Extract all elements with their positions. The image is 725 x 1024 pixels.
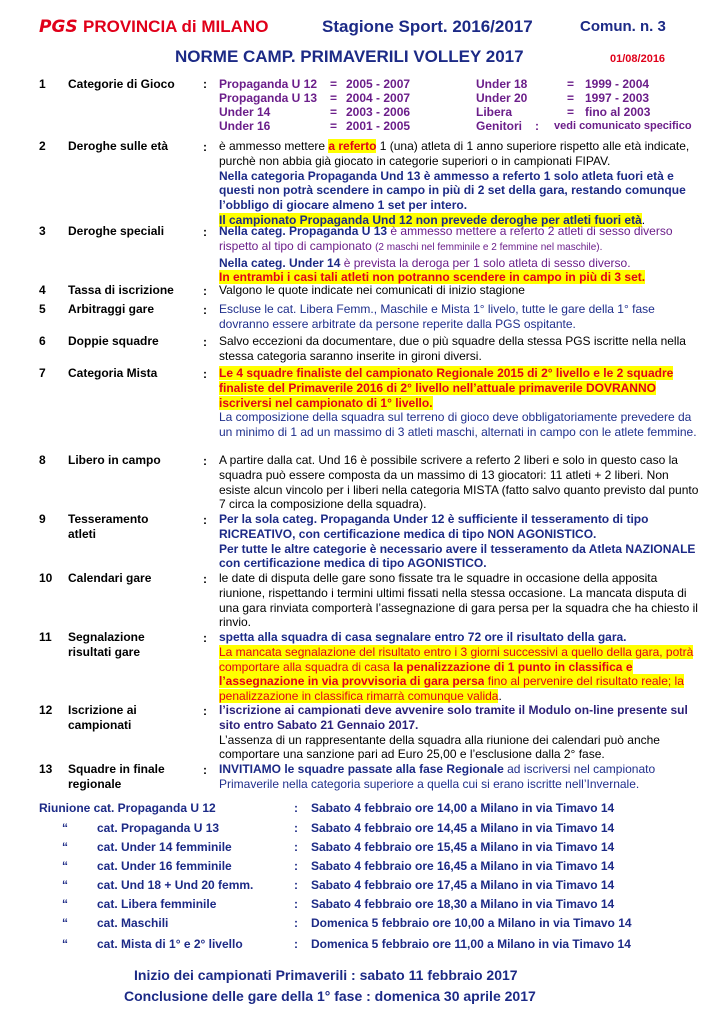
ditto-mark: “: [62, 859, 68, 873]
text-segment: è ammesso mettere: [219, 139, 329, 153]
ditto-mark: “: [62, 897, 68, 911]
text-segment: ad iscriversi nel campionato Primaverile nella categoria superiore a quella cui si erano iscritte nell’Invernale.: [219, 762, 656, 791]
category-years: 2004 - 2007: [346, 91, 411, 105]
document-date: 01/08/2016: [610, 53, 666, 65]
category-sep: =: [567, 91, 575, 105]
season-title: Stagione Sport. 2016/2017: [322, 17, 533, 36]
section-label: Tesseramento: [68, 512, 149, 526]
section-text: [219, 512, 699, 571]
section-number: 6: [39, 334, 46, 348]
text-paragraph: Nella categoria Propaganda Und 13 è ammesso a referto 1 solo atleta fuori età e questi non potrà scendere in campo in più di 2 set della gara, restando comunque l’obbligo di giocare almeno 1 set per intero.: [219, 168, 686, 213]
colon: :: [294, 801, 298, 815]
section-text: [219, 762, 699, 792]
text-paragraph: spetta alla squadra di casa segnalare entro 72 ore il risultato della gara.: [219, 630, 627, 644]
category-sep: =: [330, 77, 338, 91]
category-sep: =: [330, 91, 338, 105]
colon: :: [294, 897, 298, 911]
ditto-mark: “: [62, 916, 68, 930]
section-number: 2: [39, 139, 46, 153]
text-paragraph: Per tutte le altre categorie è necessario avere il tesseramento da Atleta NAZIONALE con certificazione medica di tipo AGONISTICO.: [219, 541, 696, 571]
section-text: Escluse le cat. Libera Femm., Maschile e Mista 1° livelo, tutte le gare della 1° fase dovranno essere arbitrate da persone reperite dalla PGS ospitante.: [219, 302, 655, 331]
text-paragraph: l’iscrizione ai campionati deve avvenire solo tramite il Modulo on-line presente sul sito entro Sabato 21 Gennaio 2017.: [219, 703, 688, 732]
colon: :: [203, 513, 207, 527]
text-highlight: Le 4 squadre finaliste del campionato Regionale 2015 di 2° livello e le 2 squadre finaliste del Primaverile 2016 di 2° livello nell’attuale primaverile DOVRANNO iscriversi nel campionato di 1° livello.: [219, 366, 674, 410]
category-name: Libera: [476, 105, 513, 119]
section-number: 12: [39, 703, 53, 717]
category-years: 2005 - 2007: [346, 77, 411, 91]
category-name: Under 18: [476, 77, 528, 91]
meeting-category: cat. Und 18 + Und 20 femm.: [97, 878, 254, 892]
colon: :: [203, 454, 207, 468]
colon: :: [294, 821, 298, 835]
section-text: [219, 224, 699, 285]
meeting-info: Sabato 4 febbraio ore 14,45 a Milano in via Timavo 14: [311, 821, 615, 835]
text-segment: è ammesso mettere a referto 2 atleti di sesso diverso rispetto al tipo di campionato: [219, 224, 673, 253]
text-segment: 1 (una) atleta di 1 anno superiore rispetto alle età indicate, purchè non abbia già giocato in categorie superiori o in campionati FIPAV.: [219, 139, 690, 168]
text-segment: .: [641, 212, 646, 227]
category-sep: =: [330, 119, 338, 133]
meeting-info: Domenica 5 febbraio ore 11,00 a Milano in via Timavo 14: [311, 937, 631, 951]
text-highlight: La mancata segnalazione del risultato entro i 3 giorni successivi a quello della gara, potrà comportare alla squadra di casa: [219, 644, 694, 674]
text-segment: INVITIAMO le squadre passate alla fase Regionale: [219, 762, 504, 776]
section-label: Tassa di iscrizione: [68, 283, 174, 297]
category-name: Genitori: [476, 119, 523, 133]
section-label: Calendari gare: [68, 571, 152, 585]
section-text: [219, 139, 699, 228]
meeting-category: cat. Under 14 femminile: [97, 840, 232, 854]
section-label: Categorie di Gioco: [68, 77, 175, 91]
colon: :: [203, 704, 207, 718]
section-number: 13: [39, 762, 53, 776]
comunicato-number: Comun. n. 3: [580, 18, 666, 35]
colon: :: [294, 937, 298, 951]
colon: :: [203, 225, 207, 239]
section-label: Deroghe sulle età: [68, 139, 169, 153]
text-segment: è prevista la deroga per 1 solo atleta di sesso diverso.: [340, 255, 631, 270]
category-name: Under 14: [219, 105, 271, 119]
category-years: 2003 - 2006: [346, 105, 411, 119]
meeting-category: cat. Mista di 1° e 2° livello: [97, 937, 243, 951]
ditto-mark: “: [62, 937, 68, 951]
colon: :: [294, 859, 298, 873]
text-segment: (2 maschi nel femminile e 2 femmine nel maschile).: [375, 241, 603, 253]
ditto-mark: “: [62, 821, 68, 835]
category-sep: =: [567, 105, 575, 119]
section-number: 4: [39, 283, 46, 297]
section-text: [219, 630, 699, 704]
meeting-info: Sabato 4 febbraio ore 18,30 a Milano in via Timavo 14: [311, 897, 615, 911]
text-paragraph: Per la sola categ. Propaganda Under 12 è sufficiente il tesseramento di tipo RICREATIVO, con certificazione medica di tipo NON AGONISTICO.: [219, 512, 649, 541]
document-title: NORME CAMP. PRIMAVERILI VOLLEY 2017: [175, 47, 524, 66]
colon: :: [203, 367, 207, 381]
ditto-mark: “: [62, 840, 68, 854]
text-segment: Nella categ. Under 14: [219, 255, 341, 270]
colon: :: [203, 284, 207, 298]
colon: :: [203, 335, 207, 349]
section-label: risultati gare: [68, 645, 141, 659]
section-text: Valgono le quote indicate nei comunicati di inizio stagione: [219, 283, 525, 297]
section-text: [219, 703, 699, 762]
colon: :: [203, 77, 207, 91]
section-number: 9: [39, 512, 46, 526]
text-paragraph: La composizione della squadra sul terreno di gioco deve obbligatoriamente prevedere da un minimo di 1 ad un massimo di 3 atleti maschi, alternati in campo con le atlete femmine.: [219, 410, 697, 440]
footer-start-date: Inizio dei campionati Primaverili : sabato 11 febbraio 2017: [134, 967, 518, 983]
meeting-info: Sabato 4 febbraio ore 15,45 a Milano in via Timavo 14: [311, 840, 615, 854]
colon: :: [294, 840, 298, 854]
colon: :: [203, 303, 207, 317]
text-paragraph: L’assenza di un rappresentante della squadra alla riunione dei calendari può anche comportare una sanzione pari ad Euro 25,00 e l’esclusione dalla 2° fase.: [219, 732, 660, 762]
text-highlight: Il campionato Propaganda Und 12 non prevede deroghe per atleti fuori età: [219, 212, 642, 227]
category-years: fino al 2003: [585, 105, 651, 119]
section-number: 11: [39, 630, 52, 644]
category-years: vedi comunicato specifico: [554, 120, 692, 132]
category-years: 1999 - 2004: [585, 77, 650, 91]
meeting-category: cat. Maschili: [97, 916, 169, 930]
category-name: Propaganda U 12: [219, 77, 318, 91]
category-name: Under 16: [219, 119, 271, 133]
section-number: 3: [39, 224, 46, 238]
meeting-category: cat. Under 16 femminile: [97, 859, 232, 873]
pgs-logo: PGS: [39, 17, 78, 37]
section-label: Arbitraggi gare: [68, 302, 155, 316]
section-label: regionale: [68, 777, 122, 791]
meetings-title: Riunione cat. Propaganda U 12: [39, 801, 216, 815]
text-highlight: la penalizzazione di 1 punto in classifica e l’assegnazione in via provvisoria di gara persa: [219, 659, 633, 689]
meeting-info: Sabato 4 febbraio ore 17,45 a Milano in via Timavo 14: [311, 878, 615, 892]
section-label: Doppie squadre: [68, 334, 159, 348]
category-name: Propaganda U 13: [219, 91, 318, 105]
section-number: 7: [39, 366, 46, 380]
meeting-category: cat. Libera femminile: [97, 897, 217, 911]
colon: :: [294, 916, 298, 930]
meeting-category: cat. Propaganda U 13: [97, 821, 220, 835]
colon: :: [203, 763, 207, 777]
colon: :: [203, 140, 207, 154]
text-highlight: fino al pervenire del risultato reale; la penalizzazione in classifica rimarrà comunque valida: [219, 674, 684, 704]
text-highlight: In entrambi i casi tali atleti non potranno scendere in campo in più di 3 set.: [219, 270, 646, 285]
section-label: campionati: [68, 718, 132, 732]
category-name: Under 20: [476, 91, 528, 105]
colon: :: [203, 572, 207, 586]
org-title: PROVINCIA di MILANO: [83, 17, 269, 36]
category-years: 1997 - 2003: [585, 91, 650, 105]
section-text: [219, 366, 699, 440]
section-number: 8: [39, 453, 46, 467]
section-label: Iscrizione ai: [68, 703, 137, 717]
category-sep: =: [330, 105, 338, 119]
meeting-info: Sabato 4 febbraio ore 14,00 a Milano in via Timavo 14: [311, 801, 615, 815]
category-years: 2001 - 2005: [346, 119, 411, 133]
colon: :: [203, 631, 207, 645]
section-label: Categoria Mista: [68, 366, 158, 380]
meeting-info: Sabato 4 febbraio ore 16,45 a Milano in via Timavo 14: [311, 859, 615, 873]
text-segment: .: [498, 689, 502, 704]
section-label: Segnalazione: [68, 630, 145, 644]
category-sep: =: [567, 77, 575, 91]
colon: :: [294, 878, 298, 892]
section-label: atleti: [68, 527, 97, 541]
section-label: Libero in campo: [68, 453, 161, 467]
section-text: Salvo eccezioni da documentare, due o più squadre della stessa PGS iscritte nella nella stessa categoria saranno inserite in gironi diversi.: [219, 334, 686, 363]
text-segment: Nella categ. Propaganda U 13: [219, 224, 388, 238]
section-label: Squadre in finale: [68, 762, 165, 776]
section-number: 1: [39, 77, 46, 91]
section-text: A partire dalla cat. Und 16 è possibile scrivere a referto 2 liberi e solo in questo caso la squadra può essere composta da un massimo di 13 giocatori: 11 atleti + 2 liberi. Non esiste alcun vincolo per i liberi nella categoria MISTA (fatto salvo quanto previsto dal punto 7 circa la composizione della squadra).: [219, 453, 699, 512]
footer-end-date: Conclusione delle gare della 1° fase : domenica 30 aprile 2017: [124, 988, 536, 1004]
section-label: Deroghe speciali: [68, 224, 165, 238]
category-sep: :: [535, 119, 539, 133]
text-highlight: a referto: [328, 139, 377, 153]
section-text: le date di disputa delle gare sono fissate tra le squadre in occasione della apposita riunione, rispettando i termini ultimi fissati nella stessa occasione. La mancata disputa di una gara rinviata comporterà l’assegnazione di gara persa per la squadra che ha chiesto il rinvio.: [219, 571, 698, 630]
ditto-mark: “: [62, 878, 68, 892]
meeting-info: Domenica 5 febbraio ore 10,00 a Milano in via Timavo 14: [311, 916, 632, 930]
section-number: 5: [39, 302, 46, 316]
section-number: 10: [39, 571, 53, 585]
